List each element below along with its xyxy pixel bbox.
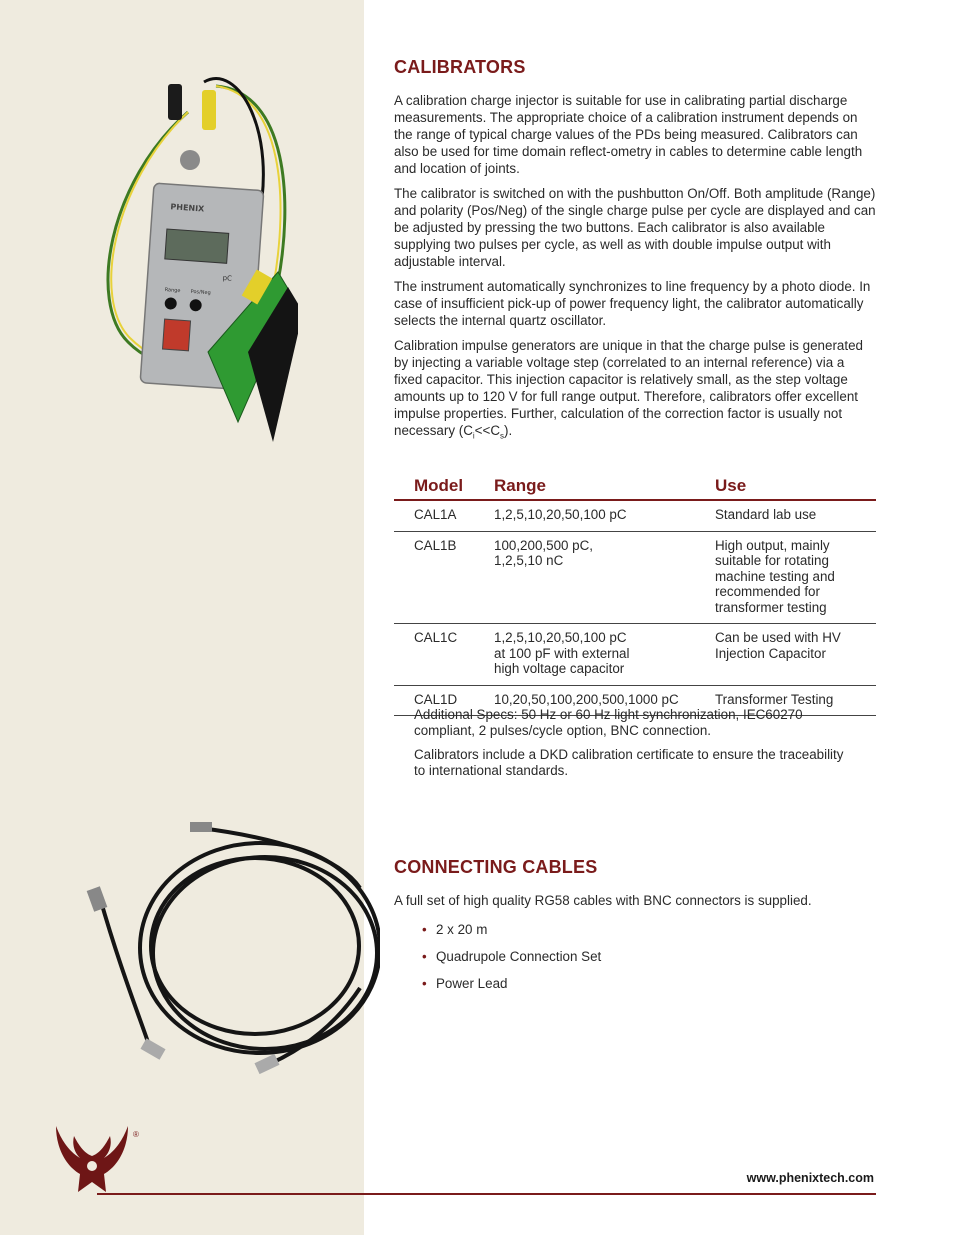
formula-end: ). [503, 423, 513, 438]
list-item [422, 921, 876, 938]
list-item [422, 975, 876, 992]
cell-use [715, 624, 876, 686]
bnc-cables-image [80, 818, 380, 1088]
device-unit-label: pC [222, 274, 233, 283]
use-line: Can be used with HV [715, 630, 841, 645]
connecting-cables-heading: CONNECTING CABLES [394, 857, 598, 877]
header-use: Use [715, 474, 876, 500]
calibrators-section [394, 57, 876, 453]
device-posneg-label: Pos/Neg [190, 288, 211, 297]
registered-mark: ® [133, 1130, 139, 1139]
calibrators-paragraph-4 [394, 337, 876, 445]
formula-lt: << [474, 423, 491, 438]
range-line: at 100 pF with external [494, 645, 630, 661]
calibrator-device-image [88, 72, 298, 452]
calibrators-paragraph-4-text: Calibration impulse generators are unique in that the charge pulse is generated by injecting a variable voltage step (correlated to an internal reference) via a fixed capacitor. This injection capacitor is relatively small, as the step voltage amounts up to 120 V for full range output. Therefore, calibrators offer excellent impulse properties. Further, calculation of the correction factor is usually not necessary (C [394, 338, 863, 438]
range-line: 1,2,5,10,20,50,100 pC [494, 630, 627, 645]
range-line: 1,2,5,10 nC [494, 553, 564, 568]
use-line: recommended for [715, 584, 820, 599]
certificate-note: Calibrators include a DKD calibration certificate to ensure the traceability to international standards. [414, 747, 844, 778]
cell-use [715, 531, 876, 624]
device-brand-label: PHENIX [170, 202, 205, 214]
range-line: 1,2,5,10,20,50,100 pC [494, 507, 627, 522]
footer-website-link[interactable]: www.phenixtech.com [746, 1171, 874, 1185]
phoenix-logo-icon [52, 1122, 132, 1196]
range-line: high voltage capacitor [494, 661, 625, 676]
cell-range [494, 624, 715, 686]
calibrator-models-table [394, 474, 876, 716]
formula-sub-s: s [499, 431, 504, 441]
header-range: Range [494, 474, 715, 500]
use-line: machine testing and [715, 568, 835, 584]
use-line: High output, mainly [715, 537, 830, 553]
device-range-label: Range [164, 287, 181, 295]
use-line: Injection Capacitor [715, 645, 826, 661]
cell-use [715, 500, 876, 531]
list-item-label: Quadrupole Connection Set [436, 949, 602, 964]
cell-range [494, 531, 715, 624]
table-row [394, 500, 876, 531]
connecting-cables-intro: A full set of high quality RG58 cables with BNC connectors is supplied. [394, 893, 812, 908]
range-line: 100,200,500 pC, [494, 537, 594, 553]
cables-list [394, 921, 876, 992]
calibrators-paragraph-1: A calibration charge injector is suitable for use in calibrating partial discharge measurements. The appropriate choice of a calibration instrument depends on the range of typical charge values of the PDs being measured. Calibrators can also be used for time domain reflect-ometry in cables to determine cable length and location of joints. [394, 93, 863, 176]
list-item-label: Power Lead [436, 976, 508, 991]
additional-specs-note: Additional Specs: 50 Hz or 60 Hz light synchronization, IEC60270 compliant, 2 pulses/cycle option, BNC connection. [414, 707, 803, 738]
formula-c2: C [490, 423, 500, 438]
list-item-label: 2 x 20 m [436, 922, 488, 937]
cell-model: CAL1B [394, 531, 494, 624]
table-header-row [394, 474, 876, 500]
cell-model: CAL1D [394, 685, 494, 716]
cell-range [494, 500, 715, 531]
range-line: 10,20,50,100,200,500,1000 pC [494, 691, 679, 707]
use-line: transformer testing [715, 599, 827, 615]
bullet-icon: • [422, 976, 427, 991]
connecting-cables-section [394, 857, 876, 1002]
use-line: Transformer Testing [715, 691, 834, 707]
table-row [394, 624, 876, 686]
footer-divider [97, 1193, 876, 1195]
table-row [394, 531, 876, 624]
formula-sub-i: i [472, 431, 475, 441]
bullet-icon: • [422, 922, 427, 937]
bullet-icon: • [422, 949, 427, 964]
cell-model: CAL1A [394, 500, 494, 531]
use-line: suitable for rotating [715, 553, 829, 568]
calibrators-paragraph-2: The calibrator is switched on with the pushbutton On/Off. Both amplitude (Range) and polarity (Pos/Neg) of the single charge pulse per cycle are displayed and can be adjusted by pressing the two buttons. Each calibrator is also available supplying two pulses per cycle, as well as with double impulse output with adjustable interval. [394, 186, 876, 269]
calibrators-paragraph-3: The instrument automatically synchronizes to line frequency by a photo diode. In case of insufficient pick-up of power frequency light, the calibrator automatically selects the internal quartz oscillator. [394, 279, 871, 328]
calibrators-heading: CALIBRATORS [394, 57, 526, 77]
additional-notes [414, 707, 854, 787]
use-line: Standard lab use [715, 507, 817, 522]
cell-model: CAL1C [394, 624, 494, 686]
header-model: Model [394, 474, 494, 500]
list-item [422, 948, 876, 965]
